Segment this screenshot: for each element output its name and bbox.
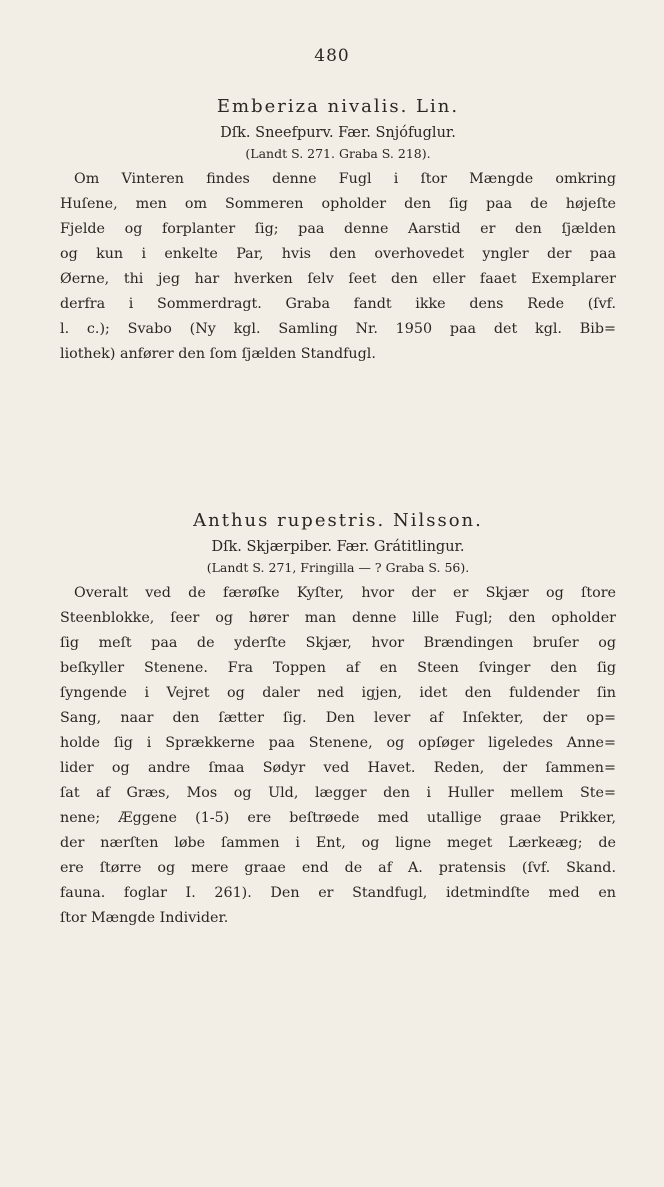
- text-line: Øerne, thi jeg har hverken ſelv ſeet den eller faaet Exemplarer: [60, 271, 616, 287]
- text-line: holde ſig i Sprækkerne paa Stenene, og opſøger ligeledes Anne=: [60, 735, 616, 751]
- text-line: Overalt ved de færøſke Kyſter, hvor der er Skjær og ſtore: [74, 585, 616, 601]
- species-entry-emberiza: [60, 96, 616, 367]
- text-line: liothek) anfører den ſom ſjælden Standfugl.: [60, 346, 376, 362]
- text-line: ſyngende i Vejret og daler ned igjen, idet den fuldender ſin: [60, 685, 616, 701]
- text-line: og kun i enkelte Par, hvis den overhovedet yngler der paa: [60, 246, 616, 262]
- text-line: Huſene, men om Sommeren opholder den ſig paa de højeſte: [60, 196, 616, 212]
- common-names: Dſk. Sneefpurv. Fær. Snjófuglur.: [220, 125, 456, 141]
- species-title: Anthus rupestris. Nilsson.: [193, 510, 483, 531]
- text-line: lider og andre ſmaa Sødyr ved Havet. Reden, der ſammen=: [60, 760, 616, 776]
- text-line: Sang, naar den ſætter ſig. Den lever af Inſekter, der op=: [60, 710, 616, 726]
- species-description: [60, 581, 616, 931]
- text-line: beſkyller Stenene. Fra Toppen af en Steen ſvinger den ſig: [60, 660, 616, 676]
- species-title: Emberiza nivalis. Lin.: [216, 96, 460, 117]
- text-line: derfra i Sommerdragt. Graba fandt ikke dens Rede (ſvf.: [60, 296, 616, 312]
- text-line: der nærſten løbe ſammen i Ent, og ligne meget Lærkeæg; de: [60, 835, 616, 851]
- species-entry-anthus: [60, 510, 616, 931]
- text-line: Fjelde og forplanter ſig; paa denne Aarstid er den ſjælden: [60, 221, 616, 237]
- text-line: ere ſtørre og mere graae end de af A. pratensis (ſvf. Skand.: [60, 860, 616, 876]
- text-line: nene; Æggene (1-5) ere beſtrøede med utallige graae Prikker,: [60, 810, 616, 826]
- text-line: Om Vinteren findes denne Fugl i ſtor Mængde omkring: [74, 171, 616, 187]
- text-line: ſat af Græs, Mos og Uld, lægger den i Huller mellem Ste=: [60, 785, 616, 801]
- references: (Landt S. 271, Fringilla — ? Graba S. 56).: [206, 560, 470, 575]
- text-line: ſtor Mængde Individer.: [60, 910, 229, 926]
- species-description: [60, 167, 616, 367]
- text-line: fauna. foglar I. 261). Den er Standfugl, idetmindſte med en: [60, 885, 616, 901]
- references: (Landt S. 271. Graba S. 218).: [245, 146, 431, 161]
- text-line: l. c.); Svabo (Ny kgl. Samling Nr. 1950 paa det kgl. Bib=: [60, 321, 616, 337]
- common-names: Dſk. Skjærpiber. Fær. Grátitlingur.: [211, 539, 465, 555]
- page-number: 480: [314, 46, 350, 66]
- text-line: Steenblokke, ſeer og hører man denne lille Fugl; den opholder: [60, 610, 616, 626]
- text-line: ſig meſt paa de yderſte Skjær, hvor Brændingen bruſer og: [60, 635, 616, 651]
